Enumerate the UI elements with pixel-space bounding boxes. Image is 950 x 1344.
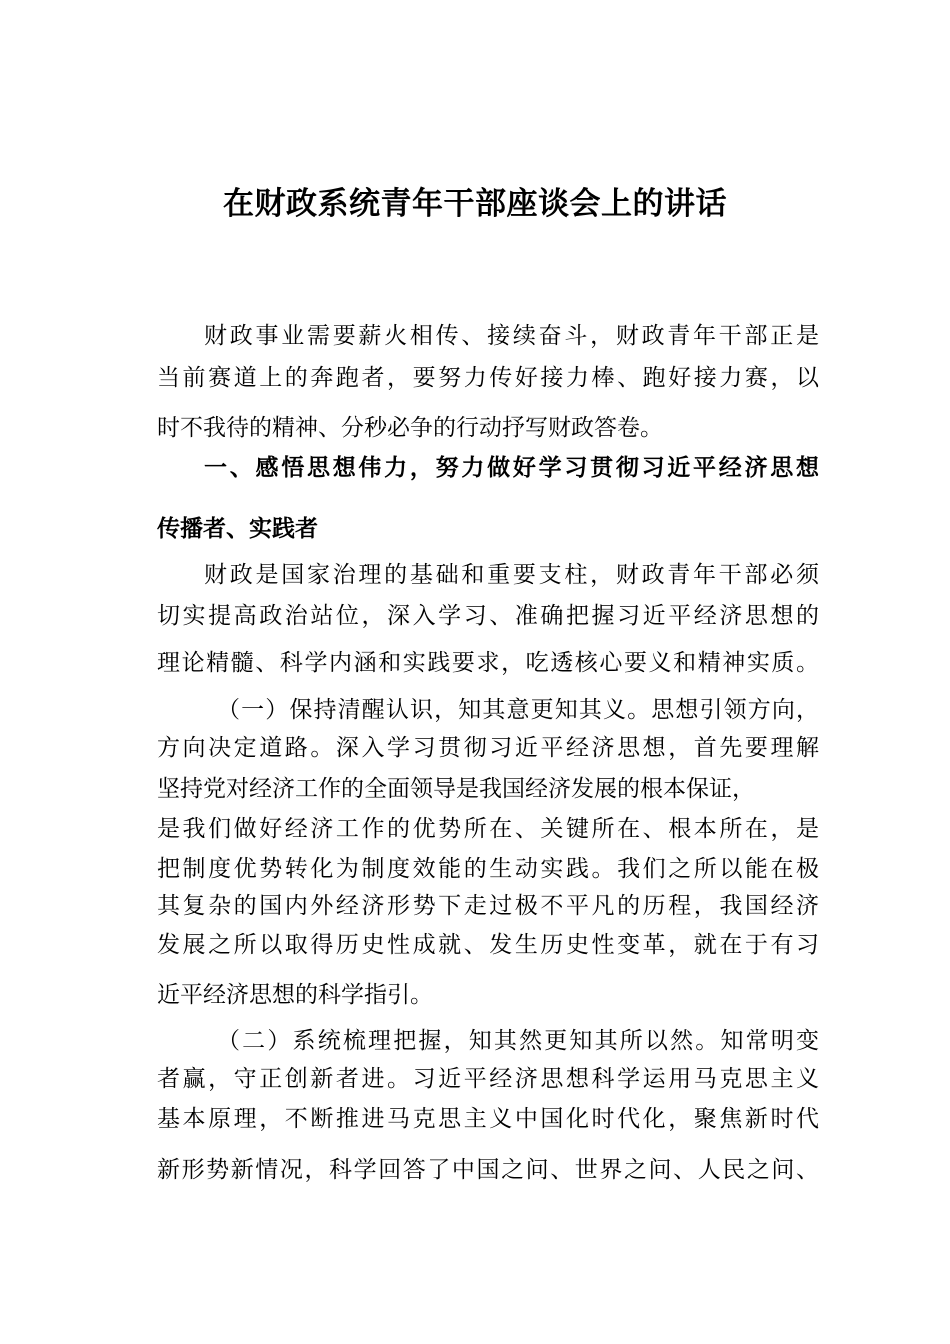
document-title: 在财政系统青年干部座谈会上的讲话 [223,186,727,222]
section-heading: 传播者、实践者 [157,516,318,542]
paragraph-line: 理论精髓、科学内涵和实践要求，吃透核心要义和精神实质。 [157,650,819,676]
paragraph-line: 者赢，守正创新者进。习近平经济思想科学运用马克思主义 [157,1066,819,1092]
paragraph-line: 财政事业需要薪火相传、接续奋斗，财政青年干部正是 [204,323,819,349]
paragraph-line: 其复杂的国内外经济形势下走过极不平凡的历程，我国经济 [157,893,819,919]
paragraph-line: 财政是国家治理的基础和重要支柱，财政青年干部必须 [204,562,819,588]
paragraph-line: （二）系统梳理把握，知其然更知其所以然。知常明变 [217,1028,819,1054]
paragraph-line: 基本原理，不断推进马克思主义中国化时代化，聚焦新时代 [157,1106,819,1132]
section-heading: 一、感悟思想伟力，努力做好学习贯彻习近平经济思想 [204,455,819,481]
paragraph-line: 新形势新情况，科学回答了中国之问、世界之问、人民之问、 [157,1157,819,1183]
paragraph-line: 坚持党对经济工作的全面领导是我国经济发展的根本保证， [157,776,755,802]
paragraph-line: 切实提高政治站位，深入学习、准确把握习近平经济思想的 [157,603,819,629]
paragraph-line: 发展之所以取得历史性成就、发生历史性变革，就在于有习 [157,932,819,958]
paragraph-line: 方向决定道路。深入学习贯彻习近平经济思想，首先要理解 [157,735,819,761]
paragraph-line: 把制度优势转化为制度效能的生动实践。我们之所以能在极 [157,856,819,882]
paragraph-line: 近平经济思想的科学指引。 [157,982,433,1008]
paragraph-line: 是我们做好经济工作的优势所在、关键所在、根本所在，是 [157,816,819,842]
paragraph-line: 时不我待的精神、分秒必争的行动抒写财政答卷。 [157,415,663,441]
paragraph-line: （一）保持清醒认识，知其意更知其义。思想引领方向， [217,697,819,723]
paragraph-line: 当前赛道上的奔跑者，要努力传好接力棒、跑好接力赛，以 [157,365,819,391]
